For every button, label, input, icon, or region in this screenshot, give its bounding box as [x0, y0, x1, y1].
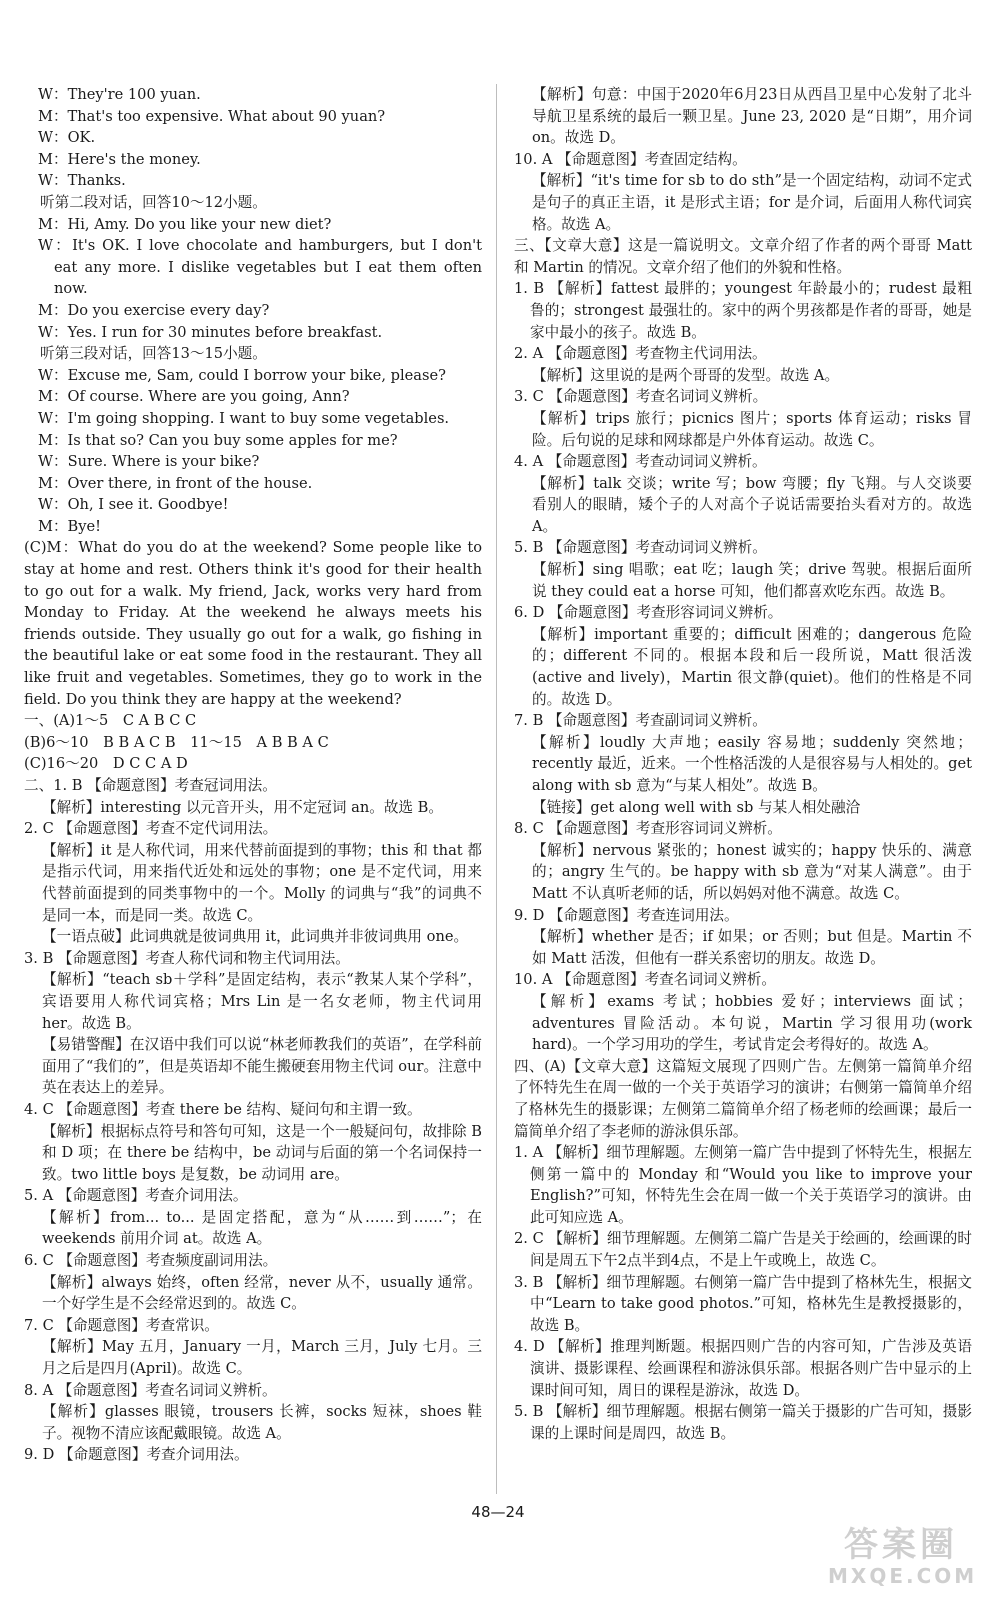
left-paragraph: 【易错警醒】在汉语中我们可以说“林老师教我们的英语”，在学科前面用了“我们的”，但是英语却不能生搬硬套用物主代词 our。注意中英在表达上的差异。	[42, 1036, 482, 1097]
left-paragraph: W：Thanks.	[38, 172, 126, 190]
watermark-logo	[828, 1525, 978, 1594]
right-paragraph: 四、(A)【文章大意】这篇短文展现了四则广告。左侧第一篇简单介绍了怀特先生在周一做的一个关于英语学习的演讲；右侧第一篇简单介绍了格林先生的摄影课；左侧第二篇简单介绍了杨老师的绘画课；最后一篇简单介绍了李老师的游泳俱乐部。	[514, 1057, 972, 1140]
left-paragraph: M：Hi, Amy. Do you like your new diet?	[38, 215, 332, 233]
right-paragraph: 【解析】talk 交谈；write 写；bow 弯腰；fly 飞翔。与人交谈要看别人的眼睛，矮个子的人对高个子说话需要抬头看对方的。故选 A。	[532, 474, 972, 535]
left-paragraph: W：I'm going shopping. I want to buy some vegetables.	[38, 409, 450, 427]
right-paragraph: 4. A 【命题意图】考查动词词义辨析。	[514, 453, 767, 471]
left-paragraph: 8. A 【命题意图】考查名词词义辨析。	[24, 1381, 277, 1399]
left-paragraph: 听第三段对话，回答13～15小题。	[40, 345, 267, 363]
right-paragraph: 5. B 【解析】细节理解题。根据右侧第一篇关于摄影的广告可知，摄影课的上课时间是周四，故选 B。	[514, 1403, 972, 1442]
right-paragraph: 【解析】exams 考试；hobbies 爱好；interviews 面试；adventures 冒险活动。本句说，Martin 学习很用功(work hard)。一个学习用功的学生，考试肯定会考得好的。故选 A。	[532, 992, 972, 1054]
right-paragraph: 6. D 【命题意图】考查形容词词义辨析。	[514, 604, 783, 622]
right-paragraph: 【解析】trips 旅行；picnics 图片；sports 体育运动；risks 冒险。后句说的足球和网球都是户外体育运动。故选 C。	[532, 409, 972, 449]
left-paragraph: 9. D 【命题意图】考查介词用法。	[24, 1446, 249, 1464]
left-paragraph: 5. A 【命题意图】考查介词用法。	[24, 1187, 248, 1205]
right-paragraph: 3. C 【命题意图】考查名词词义辨析。	[514, 388, 768, 406]
left-paragraph: W：Yes. I run for 30 minutes before breakfast.	[38, 323, 383, 341]
right-paragraph: 【解析】这里说的是两个哥哥的发型。故选 A。	[532, 366, 840, 384]
left-paragraph: 【解析】it 是人称代词，用来代替前面提到的事物；this 和 that 都是指示代词，用来指代近处和远处的事物；one 是不定代词，用来代替前面提到的同类事物中的一个。Molly 的词典与“我”的词典不是同一本，而是同一类。故选 C。	[42, 841, 482, 924]
left-paragraph: (C)M：What do you do at the weekend? Some people like to stay at home and rest. Others think it's good for their health to go out for a walk. My friend, Jack, works very hard from Monday to Friday. At the weekend he always meets his friends outside. They usually go out for a walk, go fishing in the beautiful lake or eat some food in the restaurant. They all like fruit and vegetables. Sometimes, they go to work in the field. Do you think they are happy at the weekend?	[24, 539, 482, 708]
left-paragraph: W：Sure. Where is your bike?	[38, 453, 260, 471]
left-paragraph: (C)16～20 D C C A D	[24, 755, 188, 773]
left-paragraph: 听第二段对话，回答10～12小题。	[40, 193, 267, 211]
left-paragraph: M：Bye!	[38, 517, 102, 535]
right-paragraph: 2. A 【命题意图】考查物主代词用法。	[514, 345, 767, 363]
left-paragraph: (B)6～10 B B A C B 11～15 A B B A C	[24, 733, 329, 751]
page-number: 48—24	[471, 1503, 525, 1521]
right-paragraph: 3. B 【解析】细节理解题。右侧第一篇广告中提到了格林先生，根据文中“Learn to take good photos.”可知，格林先生是教授摄影的，故选 B。	[514, 1273, 972, 1334]
left-paragraph: 【解析】always 始终，often 经常，never 从不，usually 通常。一个好学生是不会经常迟到的。故选 C。	[42, 1273, 482, 1313]
left-paragraph: 二、1. B 【命题意图】考查冠词用法。	[24, 777, 277, 794]
right-paragraph: 三、【文章大意】这是一篇说明文。文章介绍了作者的两个哥哥 Matt 和 Martin 的情况。文章介绍了他们的外貌和性格。	[514, 237, 972, 276]
left-paragraph: 3. B 【命题意图】考查人称代词和物主代词用法。	[24, 949, 350, 967]
left-paragraph: W：Excuse me, Sam, could I borrow your bike, please?	[38, 366, 446, 384]
right-paragraph: 【解析】nervous 紧张的；honest 诚实的；happy 快乐的、满意的；angry 生气的。be happy with sb 意为“对某人满意”。由于 Matt 不认真听老师的话，所以妈妈对他不满意。故选 C。	[532, 841, 972, 902]
left-paragraph: 【一语点破】此词典就是彼词典用 it，此词典并非彼词典用 one。	[42, 928, 469, 946]
right-column	[514, 84, 972, 1444]
right-paragraph: 8. C 【命题意图】考查形容词词义辨析。	[514, 820, 782, 838]
left-paragraph: M：Is that so? Can you buy some apples for me?	[38, 431, 398, 449]
column-divider	[496, 84, 497, 1494]
right-paragraph: 【解析】句意：中国于2020年6月23日从西昌卫星中心发射了北斗导航卫星系统的最后一颗卫星。June 23, 2020 是“日期”，用介词 on。故选 D。	[532, 86, 972, 147]
left-column	[24, 84, 482, 1466]
right-paragraph: 5. B 【命题意图】考查动词词义辨析。	[514, 539, 767, 557]
left-paragraph: 【解析】根据标点符号和答句可知，这是一个一般疑问句，故排除 B 和 D 项；在 there be 结构中，be 动词与后面的第一个名词保持一致。two little boys 是复数，be 动词用 are。	[42, 1122, 482, 1183]
right-paragraph: 【解析】sing 唱歌；eat 吃；laugh 笑；drive 驾驶。根据后面所说 they could eat a horse 可知，他们都喜欢吃东西。故选 B。	[532, 561, 972, 600]
left-paragraph: M：Do you exercise every day?	[38, 301, 270, 319]
left-paragraph: W：Oh, I see it. Goodbye!	[38, 496, 229, 514]
left-paragraph: 【解析】glasses 眼镜，trousers 长裤，socks 短袜，shoes 鞋子。视物不清应该配戴眼镜。故选 A。	[42, 1403, 482, 1442]
right-paragraph: 10. A 【命题意图】考查名词词义辨析。	[514, 971, 776, 989]
left-paragraph: 【解析】“teach sb＋学科”是固定结构，表示“教某人某个学科”，宾语要用人称代词宾格；Mrs Lin 是一名女老师，物主代词用 her。故选 B。	[42, 971, 482, 1032]
left-paragraph: M：That's too expensive. What about 90 yuan?	[38, 107, 386, 125]
right-paragraph: 1. B 【解析】fattest 最胖的；youngest 年龄最小的；rudest 最粗鲁的；strongest 最强壮的。家中的两个男孩都是作者的哥哥，她是家中最小的孩子。故选 B。	[514, 280, 972, 341]
left-paragraph: 一、(A)1～5 C A B C C	[24, 712, 197, 730]
right-paragraph: 【解析】loudly 大声地；easily 容易地；suddenly 突然地；recently 最近，近来。一个性格活泼的人是很容易与人相处的。get along with sb 意为“与某人相处”。故选 B。	[532, 733, 972, 794]
watermark-bottom-text: MXQE.COM	[828, 1564, 978, 1588]
left-paragraph: 6. C 【命题意图】考查频度副词用法。	[24, 1252, 278, 1270]
right-paragraph: 【解析】important 重要的；difficult 困难的；dangerous 危险的；different 不同的。根据本段和后一段所说，Matt 很活泼(active and lively)，Martin 很文静(quiet)。他们的性格是不同的。故选 D。	[532, 625, 972, 708]
right-paragraph: 【解析】“it's time for sb to do sth”是一个固定结构，动词不定式是句子的真正主语，it 是形式主语；for 是介词，后面用人称代词宾格。故选 A。	[532, 172, 972, 233]
left-paragraph: 【解析】from... to... 是固定搭配，意为“从……到……”；在 weekends 前用介词 at。故选 A。	[42, 1208, 482, 1248]
left-paragraph: W：They're 100 yuan.	[38, 86, 201, 103]
left-paragraph: 2. C 【命题意图】考查不定代词用法。	[24, 820, 278, 838]
left-paragraph: 【解析】May 五月，January 一月，March 三月，July 七月。三月之后是四月(April)。故选 C。	[42, 1338, 482, 1378]
right-paragraph: 【解析】whether 是否；if 如果；or 否则；but 但是。Martin 不如 Matt 活泼，但他有一群关系密切的朋友。故选 D。	[532, 928, 972, 967]
watermark-top-text: 答案圈	[844, 1525, 958, 1565]
left-paragraph: M：Of course. Where are you going, Ann?	[38, 388, 350, 406]
left-paragraph: 7. C 【命题意图】考查常识。	[24, 1316, 219, 1334]
left-paragraph: M：Here's the money.	[38, 150, 201, 168]
right-paragraph: 1. A 【解析】细节理解题。左侧第一篇广告中提到了怀特先生，根据左侧第一篇中的 Monday 和“Would you like to improve your English?”可知，怀特先生会在周一做一个关于英语学习的演讲。由此可知应选 A。	[514, 1144, 972, 1226]
left-paragraph: 4. C 【命题意图】考查 there be 结构、疑问句和主谓一致。	[24, 1100, 422, 1118]
right-paragraph: 10. A 【命题意图】考查固定结构。	[514, 150, 747, 168]
right-paragraph: 2. C 【解析】细节理解题。左侧第二篇广告是关于绘画的，绘画课的时间是周五下午2点半到4点，不是上午或晚上，故选 C。	[514, 1230, 972, 1270]
left-paragraph: W：OK.	[38, 129, 96, 147]
right-paragraph: 7. B 【命题意图】考查副词词义辨析。	[514, 712, 767, 730]
right-paragraph: 9. D 【命题意图】考查连词用法。	[514, 906, 739, 924]
right-paragraph: 【链接】get along well with sb 与某人相处融洽	[532, 798, 861, 816]
right-paragraph: 4. D 【解析】推理判断题。根据四则广告的内容可知，广告涉及英语演讲、摄影课程、绘画课程和游泳俱乐部。根据各则广告中显示的上课时间可知，周日的课程是游泳，故选 D。	[514, 1338, 972, 1399]
left-paragraph: W：It's OK. I love chocolate and hamburgers, but I don't eat any more. I dislike vegetables but I eat them often now.	[38, 237, 482, 298]
left-paragraph: 【解析】interesting 以元音开头，用不定冠词 an。故选 B。	[42, 798, 443, 816]
left-paragraph: M：Over there, in front of the house.	[38, 474, 313, 492]
